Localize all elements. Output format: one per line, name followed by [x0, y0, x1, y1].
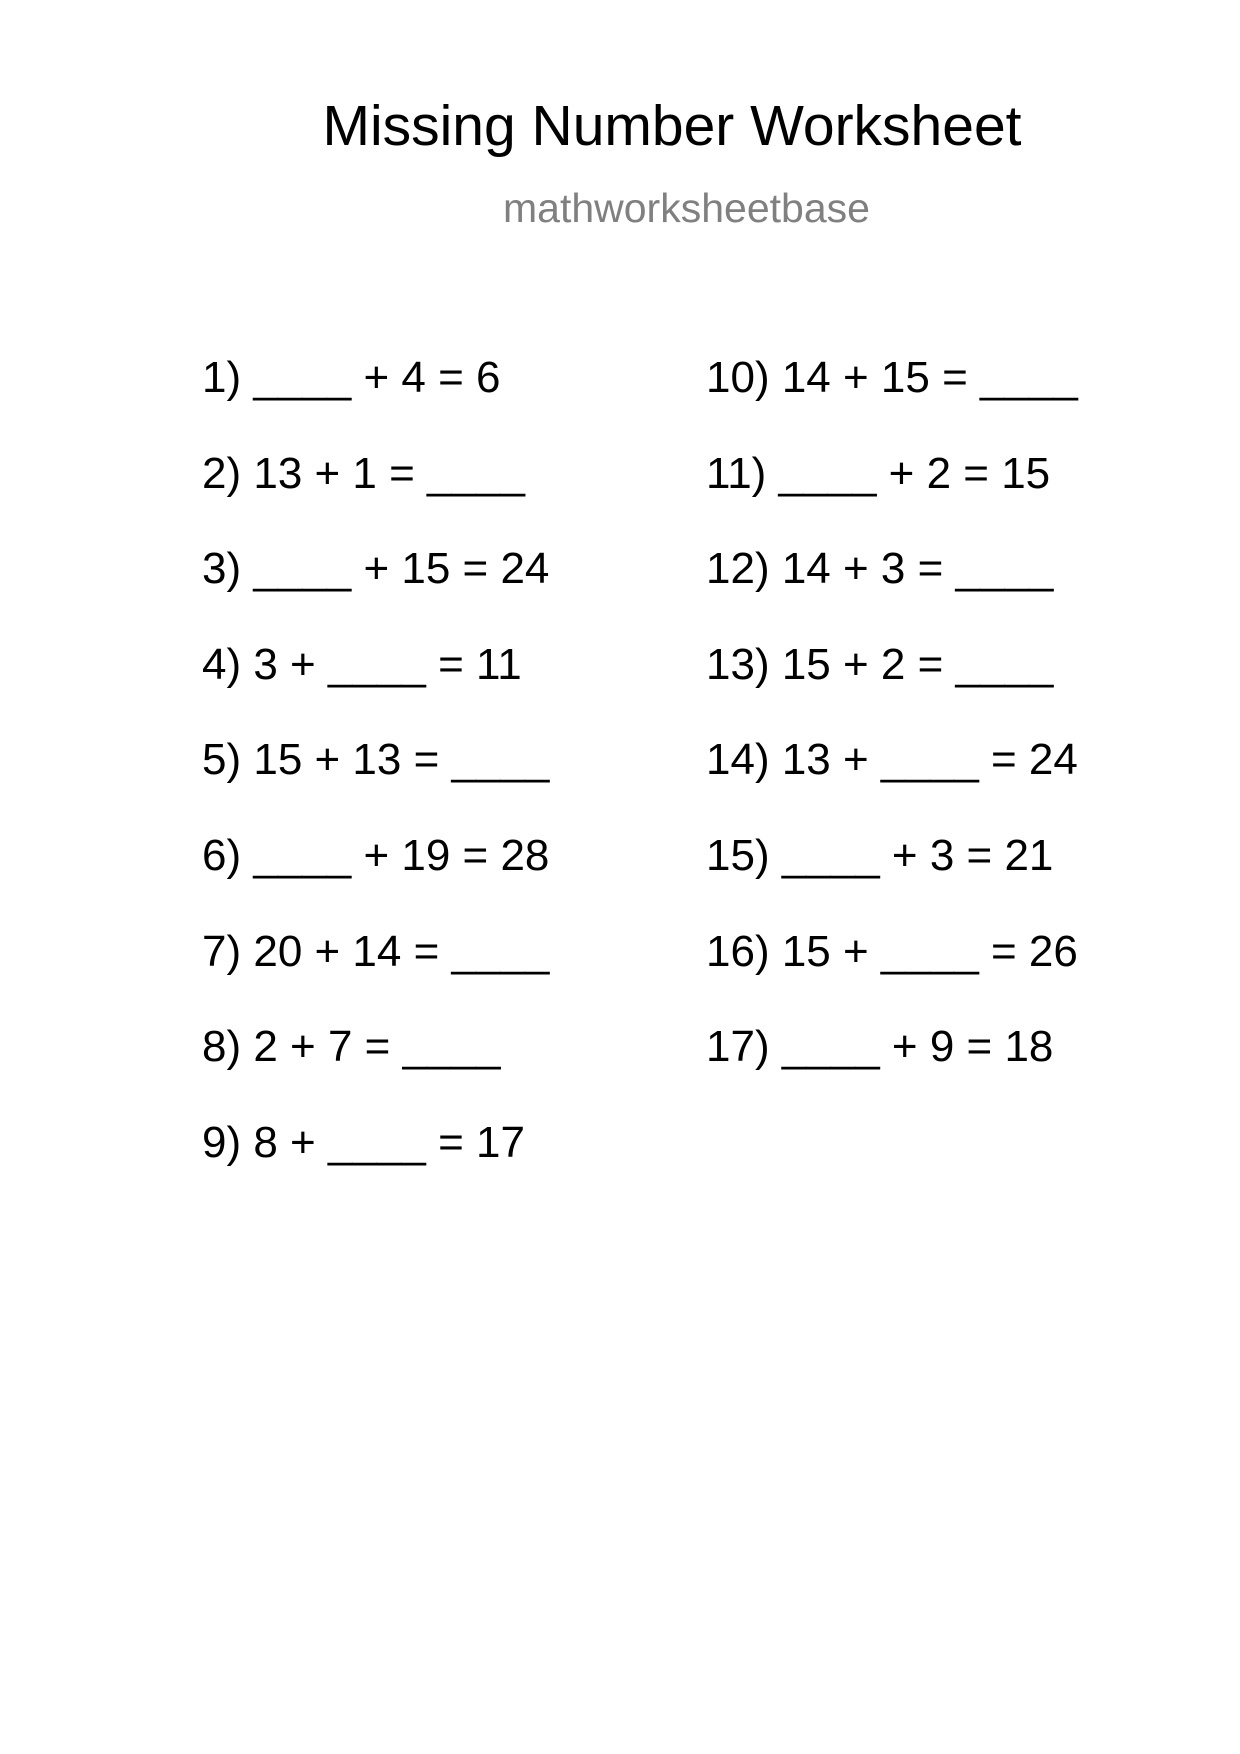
- problem-6: 6) ____ + 19 = 28: [202, 830, 550, 880]
- problems-left-column: [202, 353, 550, 1216]
- problem-4: 4) 3 + ____ = 11: [202, 639, 522, 689]
- worksheet-title: Missing Number Worksheet: [322, 94, 1022, 158]
- problem-9: 9) 8 + ____ = 17: [202, 1117, 525, 1167]
- problem-13: 13) 15 + 2 = ____: [706, 639, 1054, 689]
- problems-right-column: [706, 353, 1078, 1121]
- problem-1: 1) ____ + 4 = 6: [202, 353, 501, 402]
- problem-12: 12) 14 + 3 = ____: [706, 544, 1054, 594]
- problem-17: 17) ____ + 9 = 18: [706, 1022, 1054, 1072]
- problem-15: 15) ____ + 3 = 21: [706, 830, 1054, 880]
- problem-2: 2) 13 + 1 = ____: [202, 448, 525, 498]
- problem-5: 5) 15 + 13 = ____: [202, 735, 550, 785]
- problem-16: 16) 15 + ____ = 26: [706, 926, 1078, 976]
- problem-7: 7) 20 + 14 = ____: [202, 926, 550, 976]
- worksheet-subtitle: mathworksheetbase: [503, 185, 870, 231]
- problem-8: 8) 2 + 7 = ____: [202, 1022, 501, 1072]
- problem-14: 14) 13 + ____ = 24: [706, 735, 1078, 785]
- problem-11: 11) ____ + 2 = 15: [706, 448, 1051, 498]
- problem-10: 10) 14 + 15 = ____: [706, 353, 1078, 402]
- problem-3: 3) ____ + 15 = 24: [202, 544, 550, 594]
